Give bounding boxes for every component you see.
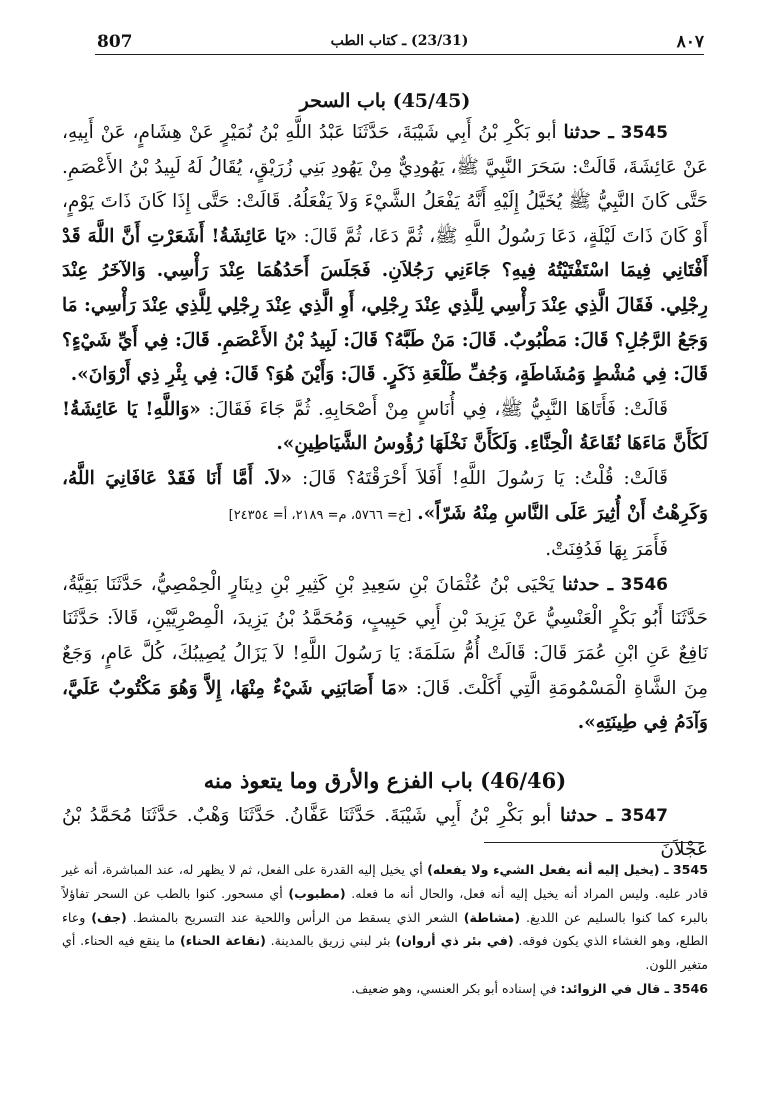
footnote-text: وعاء الطلع، وهو الغشاء الذي يكون فوقه.	[62, 909, 708, 949]
footnote-term: (نقاعة الحناء)	[179, 933, 266, 949]
paragraph-text: قَالَتْ: قُلْتُ: يَا رَسُولَ اللَّهِ! أَفَلاَ أَحْرَقْتَهُ؟ قَالَ:	[302, 467, 668, 489]
footnote-text: ما ينقع فيه الحناء. أي متغير اللون.	[62, 933, 708, 973]
footnote-term: (في بئر ذي أروان)	[395, 933, 514, 949]
footnote-3545	[62, 858, 708, 977]
hadith-number: 3546	[620, 574, 668, 595]
footnote-term: ـ قال في الزوائد:	[560, 980, 669, 996]
footnote-3546	[62, 977, 708, 1001]
paragraph-text: قَالَتْ: فَأَتَاهَا النَّبِيُّ ﷺ، فِي أُنَاسٍ مِنْ أَصْحَابِهِ. ثُمَّ جَاءَ فَقَالَ:	[208, 398, 668, 420]
hadith-matn: «مَا أَصَابَنِي شَيْءٌ مِنْهَا، إِلاَّ وَهُوَ مَكْتُوبٌ عَلَيَّ، وَآدَمُ فِي طِينَتِهِ».	[62, 677, 708, 734]
chapter-46-title: (46/46) باب الفزع والأرق وما يتعوذ منه	[203, 767, 567, 793]
paragraph-matn: «وَاللَّهِ! يَا عَائِشَةُ! لَكَأَنَّ مَاءَهَا نُقَاعَةُ الْحِنَّاءِ. وَلَكَأَنَّ نَخْلَهَا رُؤُوسُ الشَّيَاطِينِ».	[62, 398, 708, 455]
footnote-divider	[484, 842, 704, 843]
haddathana-label: ـ حدثنا	[560, 804, 613, 826]
hadith-3545-paragraph-2	[62, 393, 708, 462]
haddathana-label: ـ حدثنا	[563, 122, 614, 143]
page-number-latin: 807	[97, 32, 133, 52]
haddathana-label: ـ حدثنا	[562, 573, 614, 595]
footnote-text: في إسناده أبو بكر العنسي، وهو ضعيف.	[351, 980, 557, 996]
footnote-text: أي يخيل إليه القدرة على الفعل، ثم لا يظهر له، عند المباشرة، أنه غير قادر عليه. وليس المراد أنه يخيل إليه أنه فعل، والحال أنه ما فعله.	[62, 862, 708, 901]
footnotes	[62, 858, 708, 1001]
paragraph-matn: «لاَ. أَمَّا أَنَا فَقَدْ عَافَانِيَ اللَّهُ، وَكَرِهْتُ أَنْ أُثِيرَ عَلَى النَّاسِ مِنْهُ شَرّاً».	[62, 467, 708, 524]
footnote-number: 3545	[672, 862, 708, 877]
hadith-3545-paragraph-4: فَأَمَرَ بِهَا فَدُفِنَتْ.	[545, 539, 668, 561]
hadith-isnad: يَحْيَى بْنُ عُثْمَانَ بْنِ سَعِيدِ بْنِ كَثِيرِ بْنِ دِينَارٍ الْحِمْصِيُّ، حَدَّثَنَا بَقِيَّةُ، حَدَّثَنَا أَبُو بَكْرٍ الْعَنْسِيُّ عَنْ يَزِيدَ بْنِ أَبِي حَبِيبٍ، وَمُحَمَّدُ بْنُ يَزِيدَ، الْمِصْرِيَّيْنِ، قَالاَ: حَدَّثَنَا نَافِعٌ عَنِ ابْنِ عُمَرَ قَالَ: قَالَتْ أُمُّ سَلَمَةَ: يَا رَسُولَ اللَّهِ! لاَ يَزَالُ يُصِيبُكَ، كُلَّ عَامٍ، وَجَعٌ مِنَ الشَّاةِ الْمَسْمُومَةِ الَّتِي أَكَلْتَ. قَالَ:	[62, 573, 708, 699]
chapter-45-title: (45/45) باب السحر	[299, 90, 471, 112]
footnote-term: (مطبوب)	[288, 885, 346, 901]
footnote-text: أي مسحور. كنوا بالطب عن السحر تفاؤلاً بالبرء كما كنوا بالسليم عن اللديغ.	[62, 885, 708, 925]
takhrij-reference: [خ= ٥٧٦٦، م= ٢١٨٩، أ= ٢٤٣٥٤]	[228, 507, 412, 523]
hadith-isnad: أبو بَكْرِ بْنُ أَبِي شَيْبَةَ. حَدَّثَنَا عَفَّانُ. حَدَّثَنَا وَهْبٌ. حَدَّثَنَا مُحَمَّدُ بْنُ عَجْلاَنَ	[62, 804, 708, 861]
footnote-text: بئر لبني زريق بالمدينة.	[270, 933, 391, 949]
hadith-number: 3547	[620, 805, 668, 826]
running-title: (23/31) ـ كتاب الطب	[330, 33, 469, 49]
hadith-3545-paragraph-3	[62, 462, 708, 533]
page-header	[95, 30, 704, 55]
hadith-isnad: أبو بَكْرِ بْنُ أَبِي شَيْبَةَ، حَدَّثَنَا عَبْدُ اللَّهِ بْنُ نُمَيْرٍ عَنْ هِشَامٍ، عَنْ أَبِيهِ، عَنْ عَائِشَةَ، قَالَتْ: سَحَرَ النَّبِيَّ ﷺ، يَهُودِيٌّ مِنْ يَهُودِ بَنِي زُرَيْقٍ، يُقَالُ لَهُ لَبِيدُ بْنُ الأَعْصَمِ. حَتَّى كَانَ النَّبِيُّ ﷺ يُخَيَّلُ إِلَيْهِ أَنَّهُ يَفْعَلُ الشَّيْءَ وَلاَ يَفْعَلُهُ. قَالَتْ: حَتَّى إِذَا كَانَ ذَاتَ يَوْمٍ، أَوْ كَانَ ذَاتَ لَيْلَةٍ، دَعَا رَسُولُ اللَّهِ ﷺ، ثُمَّ دَعَا، ثُمَّ قَالَ:	[62, 122, 708, 247]
hadith-matn: «يَا عَائِشَةُ! أَشَعَرْتِ أَنَّ اللَّهَ قَدْ أَفْتَانِي فِيمَا اسْتَفْتَيْتُهُ فِيهِ؟ جَاءَنِي رَجُلاَنِ. فَجَلَسَ أَحَدُهُمَا عِنْدَ رَأْسِي. وَالآخَرُ عِنْدَ رِجْلِي. فَقَالَ الَّذِي عِنْدَ رَأْسِي لِلَّذِي عِنْدَ رِجْلِي، أَوِ الَّذِي عِنْدَ رِجْلِي لِلَّذِي عِنْدَ رَأْسِي: مَا وَجَعُ الرَّجُلِ؟ قَالَ: مَطْبُوبٌ. قَالَ: مَنْ طَبَّهُ؟ قَالَ: لَبِيدُ بْنُ الأَعْصَمِ. قَالَ: فِي أَيِّ شَيْءٍ؟ قَالَ: فِي مُشْطٍ وَمُشَاطَةٍ، وَجُفِّ طَلْعَةِ ذَكَرٍ. قَالَ: وَأَيْنَ هُوَ؟ قَالَ: فِي بِئْرِ ذِي أَرْوَانَ».	[62, 225, 708, 386]
footnote-term: (مشاطة)	[463, 909, 521, 925]
footnote-number: 3546	[672, 980, 708, 996]
hadith-3545	[62, 116, 708, 393]
footnote-text: الشعر الذي يسقط من الرأس واللحية عند التسريح بالمشط.	[132, 909, 458, 925]
footnote-term: (جف)	[91, 909, 127, 925]
hadith-3546	[62, 568, 708, 741]
footnote-term: ـ (يخيل إليه أنه يفعل الشيء ولا يفعله)	[427, 862, 669, 877]
hadith-number: 3545	[620, 123, 668, 143]
main-text	[62, 86, 708, 868]
page-number-arabic: ٨٠٧	[676, 32, 704, 52]
